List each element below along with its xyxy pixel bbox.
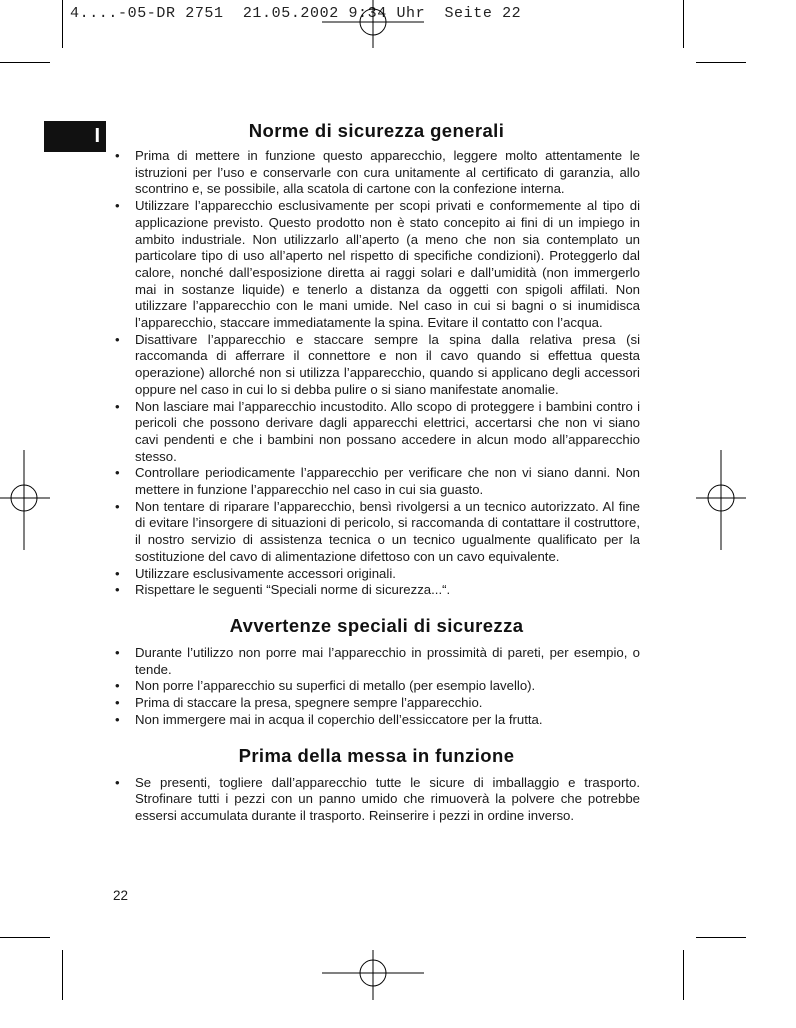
crop-mark-bottom-left-h xyxy=(0,937,50,938)
language-tab: I xyxy=(44,121,106,152)
list-item: • Utilizzare esclusivamente accessori originali. xyxy=(113,566,640,583)
list-item: • Non immergere mai in acqua il coperchio dell’essiccatore per la frutta. xyxy=(113,712,640,729)
main-content xyxy=(113,118,640,825)
crop-mark-top-right-v xyxy=(683,0,684,48)
prima-list xyxy=(113,775,640,825)
section-title-avvertenze: Avvertenze speciali di sicurezza xyxy=(229,614,524,636)
list-item: • Non lasciare mai l’apparecchio incustodito. Allo scopo di proteggere i bambini contro i pericoli che possono derivare dagli apparecchi elettrici, accertarsi che non vi siano cavi pendenti e che i bambini non possano accedere in alcun modo all’apparecchio stesso. xyxy=(113,399,640,466)
print-slug: 4....-05-DR 2751 21.05.2002 9:34 Uhr Seite 22 xyxy=(70,5,522,22)
registration-mark-left-icon xyxy=(0,450,50,550)
registration-mark-bottom-icon xyxy=(322,948,424,1000)
crop-mark-top-left-h xyxy=(0,62,50,63)
section-title-prima: Prima della messa in funzione xyxy=(238,744,515,766)
list-item: • Utilizzare l’apparecchio esclusivamente per scopi privati e conformemente al tipo di applicazione previsto. Questo prodotto non è stato concepito ai fini di un impiego in ambito industriale. Non utilizzarlo all’aperto (a meno che non sia contemplato un particolare tipo di uso all’aperto nel rispetto di specifiche condizioni). Proteggerlo dal calore, nonché dall’esposizione diretta ai raggi solari e dall’umidità (non immergerlo mai in sostanze liquide) e tenerlo a distanza da oggetti con spigoli affilati. Non utilizzare l’apparecchio con le mani umide. Nel caso in cui si bagni o si inumidisca l’apparecchio, staccare immediatamente la spina. Evitare il contatto con l’acqua. xyxy=(113,198,640,332)
list-item: • Durante l’utilizzo non porre mai l’apparecchio in prossimità di pareti, per esempio, o tende. xyxy=(113,645,640,678)
list-item: • Disattivare l’apparecchio e staccare sempre la spina dalla relativa presa (si raccomanda di afferrare il connettore e non il cavo quando si effettua questa operazione) allorché non si utilizza l’apparecchio, quando si applicano degli accessori oppure nel caso in cui lo si debba pulire o si siano manifestate anomalie. xyxy=(113,332,640,399)
avvertenze-list xyxy=(113,645,640,729)
crop-mark-bottom-right-v xyxy=(683,950,684,1000)
list-item: • Se presenti, togliere dall’apparecchio tutte le sicure di imballaggio e trasporto. Strofinare tutti i pezzi con un panno umido che rimuoverà la polvere che potrebbe essersi accumulata durante il trasporto. Reinserire i pezzi in ordine inverso. xyxy=(113,775,640,825)
registration-mark-top-icon xyxy=(322,0,424,50)
norme-list xyxy=(113,148,640,599)
list-item: • Non porre l’apparecchio su superfici di metallo (per esempio lavello). xyxy=(113,678,640,695)
list-item: • Rispettare le seguenti “Speciali norme di sicurezza...“. xyxy=(113,582,640,599)
list-item: • Controllare periodicamente l’apparecchio per verificare che non vi siano danni. Non mettere in funzione l’apparecchio nel caso in cui sia guasto. xyxy=(113,465,640,498)
list-item: • Prima di mettere in funzione questo apparecchio, leggere molto attentamente le istruzioni per l’uso e conservarle con cura unitamente al certificato di garanzia, allo scontrino e, se possibile, alla scatola di cartone con la confezione interna. xyxy=(113,148,640,198)
crop-mark-bottom-left-v xyxy=(62,950,63,1000)
crop-mark-top-right-h xyxy=(696,62,746,63)
list-item: • Prima di staccare la presa, spegnere sempre l’apparecchio. xyxy=(113,695,640,712)
page-number: 22 xyxy=(113,888,129,903)
registration-mark-right-icon xyxy=(696,450,746,550)
section-title-norme: Norme di sicurezza generali xyxy=(248,120,505,141)
list-item: • Non tentare di riparare l’apparecchio, bensì rivolgersi a un tecnico autorizzato. Al fine di evitare l’insorgere di situazioni di pericolo, si raccomanda di contattare il costruttore, il nostro servizio di assistenza tecnica o un tecnico ugualmente qualificato per la sostituzione del cavo di alimentazione difettoso con un cavo equivalente. xyxy=(113,499,640,566)
crop-mark-top-left-v xyxy=(62,0,63,48)
crop-mark-bottom-right-h xyxy=(696,937,746,938)
